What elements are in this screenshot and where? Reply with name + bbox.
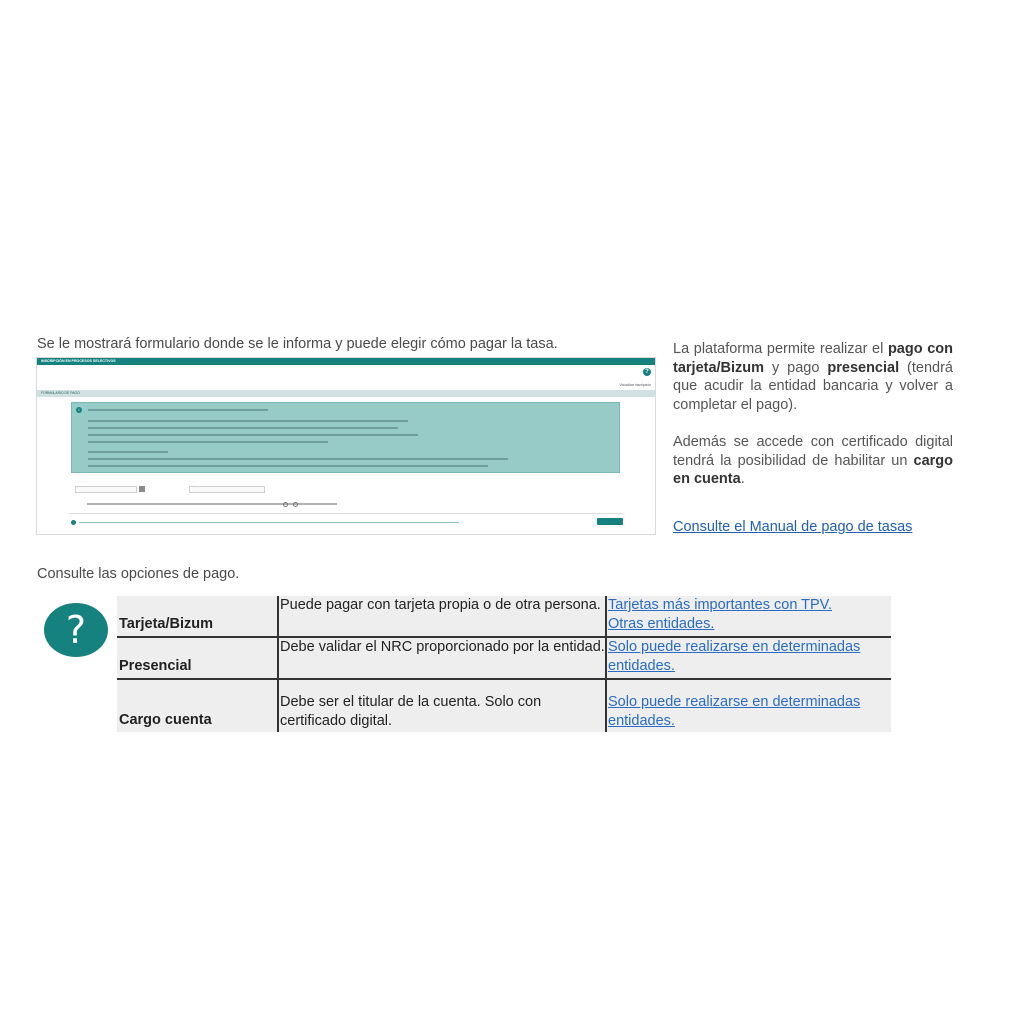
field-label: ············ (75, 479, 87, 483)
amount-field (189, 486, 265, 493)
links-cell (606, 637, 891, 679)
info-box (71, 402, 620, 473)
field-button (139, 486, 145, 492)
payment-options-table (117, 596, 891, 732)
entities-link[interactable]: Solo puede realizarse en determinadas (608, 694, 861, 710)
amount-label: ······· (189, 479, 196, 483)
method-cell: Tarjeta/Bizum (117, 596, 278, 637)
form-divider (69, 513, 623, 514)
account-charge-question (87, 503, 337, 505)
help-icon: ? (643, 368, 651, 376)
payment-condition-field (75, 486, 137, 493)
table-row (117, 596, 891, 637)
table-row (117, 637, 891, 679)
intro-text: Se le mostrará formulario donde se le informa y puede elegir cómo pagar la tasa. (37, 336, 558, 352)
continue-button (597, 518, 623, 525)
payment-form-screenshot (36, 357, 656, 535)
method-cell: Cargo cuenta (117, 679, 278, 732)
links-cell (606, 679, 891, 732)
info-icon: i (76, 407, 82, 413)
description-cell: Debe validar el NRC proporcionado por la entidad. (278, 637, 606, 679)
other-entities-link[interactable]: Otras entidades. (608, 616, 715, 632)
footer-info-icon (71, 520, 76, 525)
entities-link-cont[interactable]: entidades. (608, 658, 675, 674)
certificate-description: Además se accede con certificado digital tendrá la posibilidad de habilitar un cargo en cuenta. (673, 434, 953, 487)
options-intro: Consulte las opciones de pago. (37, 566, 240, 582)
footer-note (79, 522, 459, 523)
radio-si (283, 502, 288, 507)
radio-no (293, 502, 298, 507)
tpv-link[interactable]: Tarjetas más importantes con TPV. (608, 597, 833, 613)
links-cell (606, 596, 891, 637)
platform-description: La plataforma permite realizar el pago con tarjeta/Bizum y pago presencial (tendrá que acudir la entidad bancaria y volver a completar el pago). (673, 341, 953, 413)
description-cell: Puede pagar con tarjeta propia o de otra persona. (278, 596, 606, 637)
method-cell: Presencial (117, 637, 278, 679)
manual-link[interactable]: Consulte el Manual de pago de tasas (673, 519, 913, 535)
description-cell: Debe ser el titular de la cuenta. Solo con certificado digital. (278, 679, 606, 732)
table-row (117, 679, 891, 732)
form-topbar: INSCRIPCIÓN EN PROCESOS SELECTIVOS (37, 358, 655, 365)
return-link: Visualizar inscripción (619, 383, 651, 387)
question-mark-icon: ? (44, 603, 108, 657)
entities-link-cont[interactable]: entidades. (608, 713, 675, 729)
entities-link[interactable]: Solo puede realizarse en determinadas (608, 639, 861, 655)
form-section-title: FORMULARIO DE PAGO (37, 390, 655, 397)
